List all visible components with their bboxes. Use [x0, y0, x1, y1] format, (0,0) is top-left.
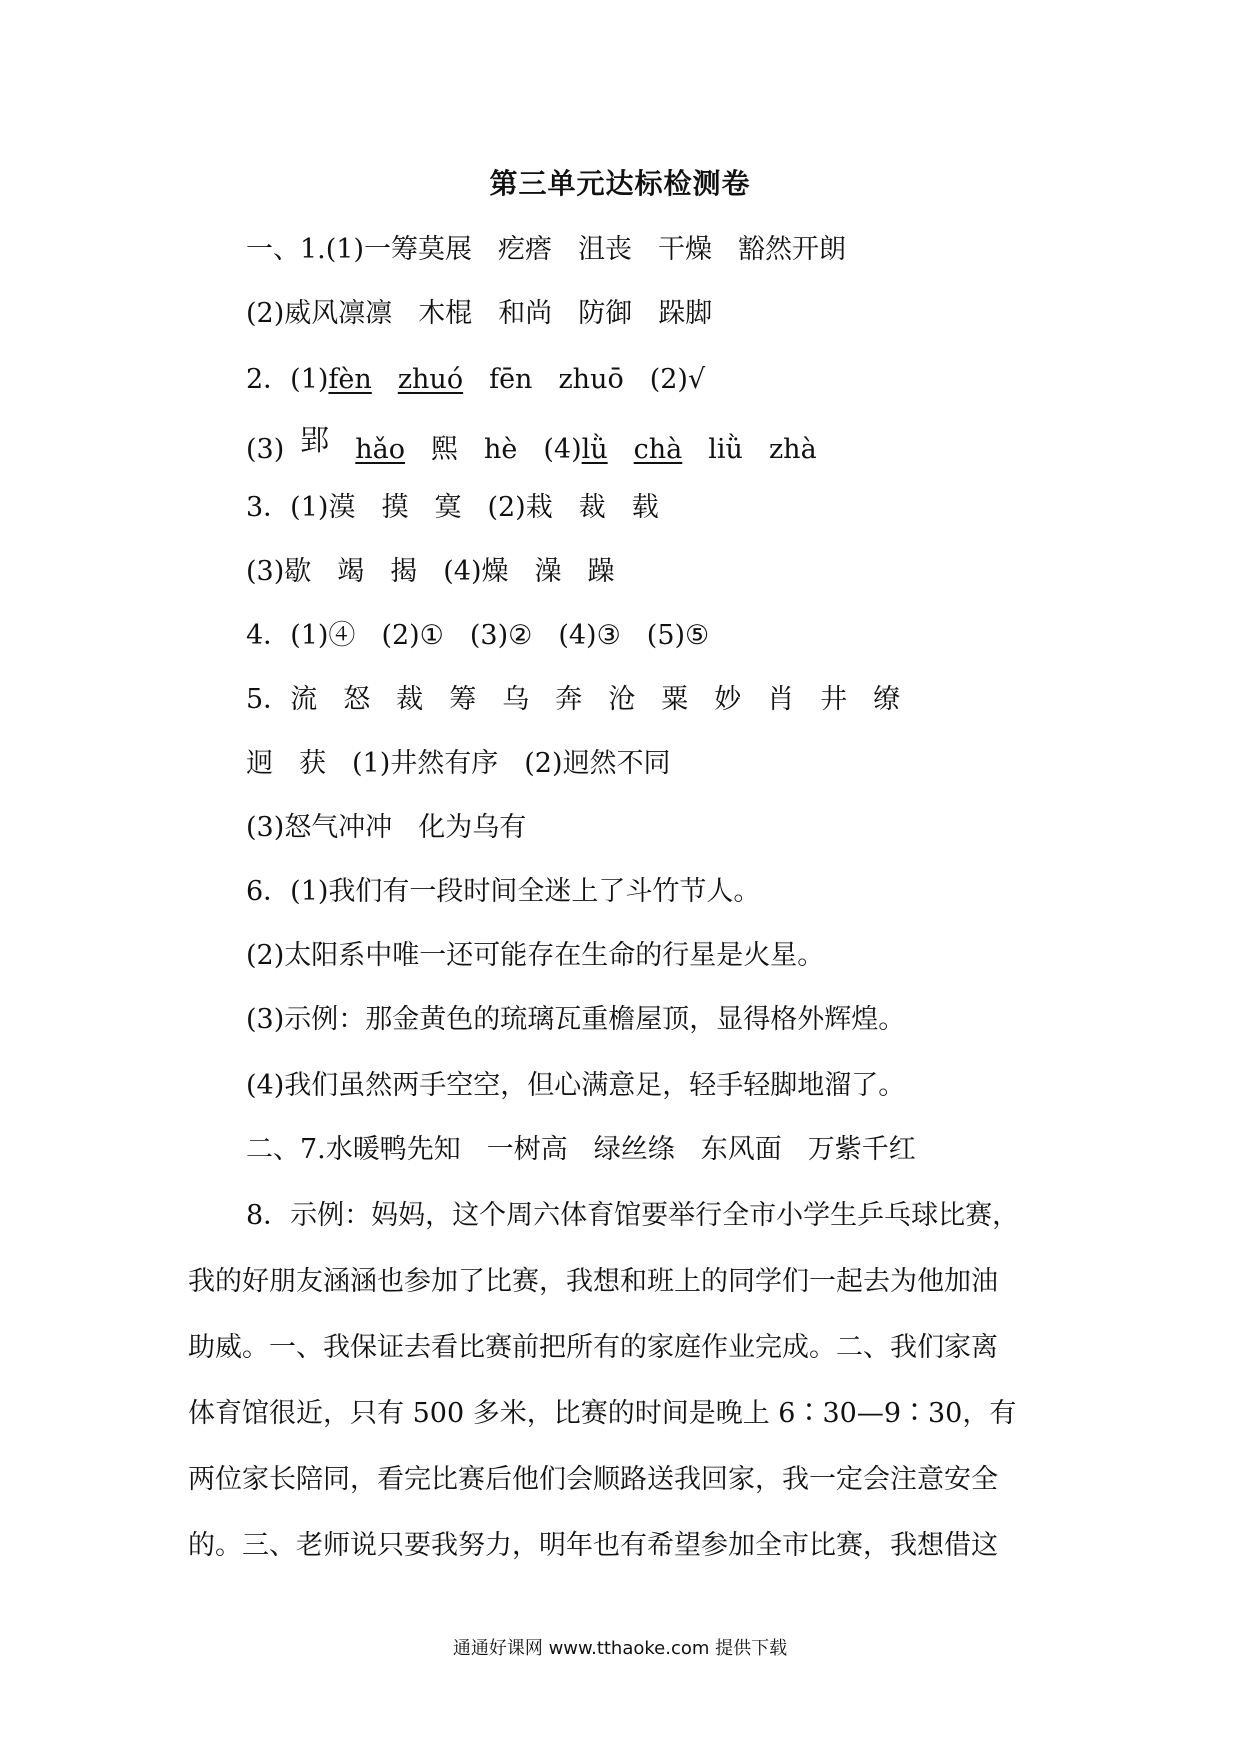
- answer-idiom: (2)迥然不同: [524, 748, 671, 779]
- q3-sub-prefix: (2): [487, 492, 526, 523]
- q5-line1: [246, 682, 900, 718]
- q2-sub-prefix: (4): [543, 434, 582, 465]
- q3-sub-prefix: (3): [246, 556, 285, 587]
- answer-word: 东风面: [700, 1134, 782, 1165]
- q7-prefix: 二、7.: [246, 1134, 326, 1165]
- answer-word: 威风凛凛: [284, 298, 393, 329]
- answer-char: 乌: [502, 684, 530, 715]
- q3-prefix: 3．(1): [246, 492, 329, 523]
- answer-char: 裁: [578, 492, 606, 523]
- answer-idiom: (3)怒气冲冲: [246, 812, 393, 843]
- answer-word: 防御: [578, 298, 633, 329]
- answer-idiom: 化为乌有: [418, 812, 527, 843]
- q1-sub-prefix: (2): [246, 298, 285, 329]
- pinyin: hè: [484, 434, 518, 465]
- answer-word: 沮丧: [578, 234, 633, 265]
- pinyin-underlined: lǜ: [581, 434, 608, 465]
- answer-char: 燥: [481, 556, 509, 587]
- answer-item: (2)①: [381, 620, 444, 651]
- pinyin: zhà: [768, 434, 817, 465]
- pinyin-underlined: fèn: [328, 364, 372, 395]
- answer-char: 寞: [434, 492, 462, 523]
- answer-char: 漠: [328, 492, 356, 523]
- answer-char: 怒: [343, 684, 371, 715]
- q8-line-3: 助威。一、我保证去看比赛前把所有的家庭作业完成。二、我们家离: [188, 1332, 998, 1363]
- q6-sentence-1: 6．(1)我们有一段时间全迷上了斗竹节人。: [246, 876, 761, 907]
- answer-char: 沧: [608, 684, 636, 715]
- footer-credit: 通通好课网 www.tthaoke.com 提供下载: [452, 1638, 788, 1659]
- q2-prefix: 2．(1): [246, 364, 329, 395]
- q6-sentence-2: (2)太阳系中唯一还可能存在生命的行星是火星。: [246, 940, 825, 971]
- q4-prefix: 4．: [246, 620, 291, 651]
- q3-sub-prefix: (4): [443, 556, 482, 587]
- answer-char: 流: [290, 684, 318, 715]
- answer-word: 跺脚: [658, 298, 713, 329]
- answer-char: 载: [631, 492, 659, 523]
- pinyin-underlined: hǎo: [355, 434, 406, 465]
- answer-char: 摸: [381, 492, 409, 523]
- pinyin-underlined: zhuó: [397, 364, 464, 395]
- answer-char: 郢: [300, 423, 330, 457]
- answer-word: 和尚: [498, 298, 553, 329]
- q2-sub-prefix: (3): [246, 434, 285, 465]
- answer-item: (3)②: [469, 620, 533, 651]
- q2-line2: [246, 423, 817, 468]
- pinyin: fēn: [489, 364, 533, 395]
- answer-char: 肖: [767, 684, 795, 715]
- q8-line-4: 体育馆很近，只有 500 多米，比赛的时间是晚上 6∶30—9∶30，有: [188, 1398, 1017, 1429]
- answer-char: 躁: [587, 556, 615, 587]
- answer-char: 熙: [431, 434, 459, 465]
- answer-char: 缭: [873, 684, 901, 715]
- q7-line: [246, 1132, 916, 1168]
- answer-char: 迥: [246, 748, 273, 779]
- q6-sentence-3: (3)示例：那金黄色的琉璃瓦重檐屋顶，显得格外辉煌。: [246, 1004, 906, 1035]
- q5-line2: [246, 746, 671, 782]
- answer-word: 疙瘩: [498, 234, 553, 265]
- q2-line1: [246, 362, 705, 398]
- answer-char: 歇: [284, 556, 312, 587]
- q1-prefix: 一、1.(1): [246, 234, 365, 265]
- answer-char: 妙: [714, 684, 742, 715]
- q3-line2: [246, 554, 615, 590]
- answer-char: 筹: [449, 684, 477, 715]
- page-title: 第三单元达标检测卷: [489, 167, 751, 200]
- pinyin-underlined: chà: [633, 434, 683, 465]
- answer-char: 栽: [525, 492, 553, 523]
- q4-line: [246, 618, 709, 654]
- answer-char: 裁: [396, 684, 424, 715]
- answer-char: 粟: [661, 684, 689, 715]
- answer-char: 澡: [534, 556, 562, 587]
- q8-line-6: 的。三、老师说只要我努力，明年也有希望参加全市比赛，我想借这: [188, 1530, 998, 1561]
- answer-item: (5)⑤: [646, 620, 710, 651]
- answer-item: (4)③: [558, 620, 621, 651]
- pinyin: liǜ: [708, 434, 743, 465]
- q1-line2: [246, 296, 712, 332]
- answer-item: (1)④: [290, 620, 356, 651]
- q8-line-5: 两位家长陪同，看完比赛后他们会顺路送我回家，我一定会注意安全: [188, 1464, 998, 1495]
- answer-idiom: (1)井然有序: [352, 748, 499, 779]
- answer-char: 获: [299, 748, 326, 779]
- pinyin: zhuō: [558, 364, 624, 395]
- answer-char: 井: [820, 684, 848, 715]
- answer-word: 绿丝绦: [593, 1134, 675, 1165]
- q3-line1: [246, 490, 659, 526]
- answer-word: 豁然开朗: [738, 234, 847, 265]
- answer-char: 竭: [337, 556, 365, 587]
- answer-word: 木棍: [418, 298, 473, 329]
- q2-sub-answer: (2)√: [649, 364, 706, 395]
- q1-line1: [246, 232, 846, 268]
- q5-line3: [246, 810, 526, 846]
- q8-line-1: 8．示例：妈妈，这个周六体育馆要举行全市小学生乒乓球比赛，: [246, 1200, 1020, 1231]
- answer-word: 一树高: [486, 1134, 568, 1165]
- answer-char: 揭: [390, 556, 418, 587]
- answer-word: 一筹莫展: [364, 234, 473, 265]
- q6-sentence-4: (4)我们虽然两手空空，但心满意足，轻手轻脚地溜了。: [246, 1070, 906, 1101]
- q8-line-2: 我的好朋友涵涵也参加了比赛，我想和班上的同学们一起去为他加油: [188, 1266, 998, 1297]
- q5-prefix: 5．: [246, 684, 291, 715]
- answer-word: 万紫千红: [807, 1134, 916, 1165]
- answer-char: 奔: [555, 684, 583, 715]
- answer-word: 干燥: [658, 234, 713, 265]
- answer-word: 水暖鸭先知: [325, 1134, 461, 1165]
